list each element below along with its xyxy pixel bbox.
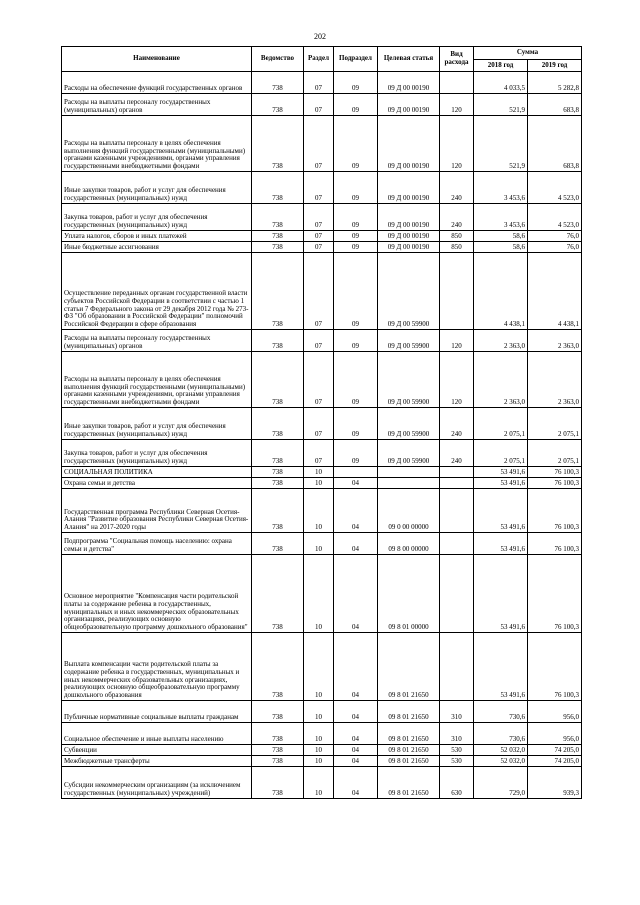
table-row <box>62 440 582 467</box>
row-name-cell: СОЦИАЛЬНАЯ ПОЛИТИКА <box>62 467 252 478</box>
col-header-2018: 2018 год <box>474 60 528 72</box>
row-sum-2018-cell: 2 363,0 <box>474 330 528 352</box>
row-name-cell: Уплата налогов, сборов и иных платежей <box>62 231 252 242</box>
row-target-cell: 09 8 01 21650 <box>378 633 440 701</box>
row-name-cell: Иные закупки товаров, работ и услуг для обеспечения государственных (муниципальных) нужд <box>62 408 252 440</box>
row-exp-type-cell <box>440 633 474 701</box>
row-name-cell: Социальное обеспечение и иные выплаты населению <box>62 723 252 745</box>
row-name-cell: Закупка товаров, работ и услуг для обеспечения государственных (муниципальных) нужд <box>62 204 252 231</box>
row-subsection-cell: 04 <box>334 633 378 701</box>
row-sum-2019-cell: 683,8 <box>528 116 582 172</box>
row-dept-cell: 738 <box>252 478 304 489</box>
row-name-cell: Публичные нормативные социальные выплаты гражданам <box>62 701 252 723</box>
row-subsection-cell: 09 <box>334 352 378 408</box>
row-section-cell: 07 <box>304 94 334 116</box>
budget-table <box>61 46 582 799</box>
row-name-cell: Основное мероприятие "Компенсация части родительской платы за содержание ребенка в государственных, муниципальных и иных некоммерческих образовательных организациях, реализующих основную общеобразовательную программу дошкольного образования" <box>62 555 252 633</box>
row-name-cell: Расходы на выплаты персоналу в целях обеспечения выполнения функций государственными (муниципальными) органами казенными учреждениями, органами управления государственными внебюджетными фондами <box>62 116 252 172</box>
row-target-cell <box>378 478 440 489</box>
row-sum-2018-cell: 2 075,1 <box>474 408 528 440</box>
col-header-sum: Сумма <box>474 47 582 60</box>
row-sum-2019-cell: 2 075,1 <box>528 408 582 440</box>
row-name-cell: Закупка товаров, работ и услуг для обеспечения государственных (муниципальных) нужд <box>62 440 252 467</box>
row-subsection-cell: 09 <box>334 204 378 231</box>
row-sum-2019-cell: 76,0 <box>528 242 582 253</box>
row-name-cell: Расходы на обеспечение функций государственных органов <box>62 72 252 94</box>
row-section-cell: 10 <box>304 756 334 767</box>
row-exp-type-cell <box>440 555 474 633</box>
row-name-cell: Расходы на выплаты персоналу в целях обеспечения выполнения функций государственными (муниципальными) органами казенными учреждениями, органами управления государственными внебюджетными фондами <box>62 352 252 408</box>
table-row <box>62 242 582 253</box>
row-name-cell: Иные бюджетные ассигнования <box>62 242 252 253</box>
row-name-cell: Межбюджетные трансферты <box>62 756 252 767</box>
col-header-name: Наименование <box>62 47 252 72</box>
row-exp-type-cell: 850 <box>440 242 474 253</box>
row-sum-2018-cell: 4 033,5 <box>474 72 528 94</box>
row-target-cell: 09 8 01 00000 <box>378 555 440 633</box>
row-sum-2019-cell: 76 100,3 <box>528 489 582 533</box>
row-dept-cell: 738 <box>252 467 304 478</box>
row-target-cell: 09 8 01 21650 <box>378 723 440 745</box>
table-row <box>62 756 582 767</box>
row-sum-2019-cell: 74 205,0 <box>528 745 582 756</box>
row-subsection-cell: 09 <box>334 116 378 172</box>
row-name-cell: Иные закупки товаров, работ и услуг для обеспечения государственных (муниципальных) нужд <box>62 172 252 204</box>
row-sum-2019-cell: 4 523,0 <box>528 204 582 231</box>
row-exp-type-cell: 120 <box>440 352 474 408</box>
row-exp-type-cell: 630 <box>440 767 474 799</box>
row-section-cell: 07 <box>304 352 334 408</box>
row-section-cell: 07 <box>304 440 334 467</box>
row-exp-type-cell: 120 <box>440 116 474 172</box>
row-name-cell: Подпрограмма "Социальная помощь населению: охрана семьи и детства" <box>62 533 252 555</box>
page-number: 202 <box>314 32 326 41</box>
row-exp-type-cell <box>440 72 474 94</box>
row-subsection-cell: 04 <box>334 767 378 799</box>
row-sum-2018-cell: 52 032,0 <box>474 745 528 756</box>
table-row <box>62 723 582 745</box>
row-dept-cell: 738 <box>252 72 304 94</box>
row-sum-2019-cell: 2 363,0 <box>528 352 582 408</box>
row-dept-cell: 738 <box>252 745 304 756</box>
row-sum-2019-cell: 939,3 <box>528 767 582 799</box>
row-target-cell: 09 8 01 21650 <box>378 767 440 799</box>
row-dept-cell: 738 <box>252 408 304 440</box>
row-sum-2019-cell: 76 100,3 <box>528 478 582 489</box>
row-subsection-cell: 09 <box>334 72 378 94</box>
row-subsection-cell: 04 <box>334 489 378 533</box>
row-name-cell: Субвенции <box>62 745 252 756</box>
row-subsection-cell: 04 <box>334 756 378 767</box>
row-section-cell: 07 <box>304 242 334 253</box>
row-dept-cell: 738 <box>252 489 304 533</box>
row-target-cell: 09 Д 00 59900 <box>378 408 440 440</box>
row-section-cell: 07 <box>304 253 334 330</box>
row-sum-2019-cell: 2 363,0 <box>528 330 582 352</box>
row-subsection-cell <box>334 467 378 478</box>
row-section-cell: 10 <box>304 723 334 745</box>
row-sum-2018-cell: 2 363,0 <box>474 352 528 408</box>
row-section-cell: 07 <box>304 116 334 172</box>
row-dept-cell: 738 <box>252 253 304 330</box>
row-target-cell: 09 Д 00 59900 <box>378 352 440 408</box>
row-target-cell <box>378 467 440 478</box>
row-sum-2018-cell: 730,6 <box>474 723 528 745</box>
row-exp-type-cell: 530 <box>440 756 474 767</box>
table-row <box>62 204 582 231</box>
row-subsection-cell: 09 <box>334 330 378 352</box>
table-row <box>62 231 582 242</box>
row-target-cell: 09 8 01 21650 <box>378 701 440 723</box>
row-dept-cell: 738 <box>252 352 304 408</box>
table-row <box>62 633 582 701</box>
row-exp-type-cell: 120 <box>440 330 474 352</box>
row-target-cell: 09 0 00 00000 <box>378 489 440 533</box>
table-row <box>62 533 582 555</box>
col-header-section: Раздел <box>304 47 334 72</box>
row-target-cell: 09 8 01 21650 <box>378 745 440 756</box>
row-section-cell: 07 <box>304 330 334 352</box>
row-subsection-cell: 09 <box>334 94 378 116</box>
row-name-cell: Охрана семьи и детства <box>62 478 252 489</box>
row-sum-2018-cell: 730,6 <box>474 701 528 723</box>
table-row <box>62 467 582 478</box>
row-dept-cell: 738 <box>252 94 304 116</box>
row-name-cell: Расходы на выплаты персоналу государственных (муниципальных) органов <box>62 330 252 352</box>
row-sum-2018-cell: 53 491,6 <box>474 467 528 478</box>
col-header-subsection: Подраздел <box>334 47 378 72</box>
row-sum-2018-cell: 53 491,6 <box>474 633 528 701</box>
row-dept-cell: 738 <box>252 633 304 701</box>
row-dept-cell: 738 <box>252 172 304 204</box>
row-dept-cell: 738 <box>252 701 304 723</box>
row-target-cell: 09 Д 00 00190 <box>378 72 440 94</box>
row-sum-2018-cell: 53 491,6 <box>474 489 528 533</box>
table-row <box>62 489 582 533</box>
row-sum-2019-cell: 956,0 <box>528 701 582 723</box>
row-sum-2018-cell: 53 491,6 <box>474 533 528 555</box>
row-target-cell: 09 Д 00 00190 <box>378 204 440 231</box>
row-dept-cell: 738 <box>252 555 304 633</box>
row-sum-2019-cell: 76 100,3 <box>528 533 582 555</box>
row-exp-type-cell: 240 <box>440 408 474 440</box>
table-row <box>62 352 582 408</box>
row-dept-cell: 738 <box>252 242 304 253</box>
row-sum-2018-cell: 53 491,6 <box>474 555 528 633</box>
row-sum-2019-cell: 76 100,3 <box>528 467 582 478</box>
row-target-cell: 09 8 01 21650 <box>378 756 440 767</box>
row-sum-2018-cell: 2 075,1 <box>474 440 528 467</box>
row-target-cell: 09 Д 00 59900 <box>378 330 440 352</box>
row-sum-2019-cell: 4 523,0 <box>528 172 582 204</box>
table-row <box>62 72 582 94</box>
row-target-cell: 09 Д 00 00190 <box>378 242 440 253</box>
row-name-cell: Расходы на выплаты персоналу государственных (муниципальных) органов <box>62 94 252 116</box>
table-row <box>62 767 582 799</box>
table-row <box>62 172 582 204</box>
row-section-cell: 07 <box>304 408 334 440</box>
table-row <box>62 94 582 116</box>
row-exp-type-cell <box>440 253 474 330</box>
row-section-cell: 10 <box>304 745 334 756</box>
row-dept-cell: 738 <box>252 756 304 767</box>
row-subsection-cell: 04 <box>334 701 378 723</box>
row-exp-type-cell <box>440 533 474 555</box>
row-sum-2018-cell: 58,6 <box>474 242 528 253</box>
table-row <box>62 253 582 330</box>
row-subsection-cell: 09 <box>334 172 378 204</box>
table-row <box>62 701 582 723</box>
row-subsection-cell: 04 <box>334 723 378 745</box>
row-sum-2019-cell: 4 438,1 <box>528 253 582 330</box>
row-subsection-cell: 09 <box>334 408 378 440</box>
row-target-cell: 09 Д 00 59900 <box>378 253 440 330</box>
row-exp-type-cell: 120 <box>440 94 474 116</box>
row-dept-cell: 738 <box>252 533 304 555</box>
row-sum-2018-cell: 53 491,6 <box>474 478 528 489</box>
row-sum-2019-cell: 2 075,1 <box>528 440 582 467</box>
row-subsection-cell: 04 <box>334 533 378 555</box>
row-subsection-cell: 04 <box>334 478 378 489</box>
row-sum-2019-cell: 76 100,3 <box>528 555 582 633</box>
row-sum-2019-cell: 956,0 <box>528 723 582 745</box>
col-header-target: Целевая статья <box>378 47 440 72</box>
row-subsection-cell: 09 <box>334 242 378 253</box>
row-target-cell: 09 Д 00 00190 <box>378 116 440 172</box>
row-dept-cell: 738 <box>252 204 304 231</box>
row-sum-2018-cell: 52 032,0 <box>474 756 528 767</box>
col-header-dept: Ведомство <box>252 47 304 72</box>
row-exp-type-cell: 850 <box>440 231 474 242</box>
row-sum-2018-cell: 521,9 <box>474 94 528 116</box>
row-target-cell: 09 Д 00 00190 <box>378 231 440 242</box>
row-exp-type-cell: 240 <box>440 440 474 467</box>
col-header-exp-type: Вид расхода <box>440 47 474 72</box>
row-section-cell: 10 <box>304 633 334 701</box>
row-section-cell: 07 <box>304 172 334 204</box>
row-exp-type-cell <box>440 489 474 533</box>
row-exp-type-cell: 310 <box>440 701 474 723</box>
row-sum-2018-cell: 58,6 <box>474 231 528 242</box>
table-row <box>62 330 582 352</box>
col-header-2019: 2019 год <box>528 60 582 72</box>
table-row <box>62 555 582 633</box>
row-section-cell: 10 <box>304 555 334 633</box>
row-sum-2018-cell: 3 453,6 <box>474 172 528 204</box>
row-dept-cell: 738 <box>252 440 304 467</box>
row-section-cell: 10 <box>304 767 334 799</box>
row-subsection-cell: 09 <box>334 231 378 242</box>
row-section-cell: 10 <box>304 533 334 555</box>
table-row <box>62 408 582 440</box>
row-exp-type-cell <box>440 467 474 478</box>
row-dept-cell: 738 <box>252 231 304 242</box>
row-sum-2018-cell: 3 453,6 <box>474 204 528 231</box>
row-subsection-cell: 09 <box>334 440 378 467</box>
row-section-cell: 07 <box>304 72 334 94</box>
row-sum-2019-cell: 74 205,0 <box>528 756 582 767</box>
row-target-cell: 09 Д 00 59900 <box>378 440 440 467</box>
row-dept-cell: 738 <box>252 723 304 745</box>
table-row <box>62 116 582 172</box>
row-dept-cell: 738 <box>252 330 304 352</box>
row-target-cell: 09 8 00 00000 <box>378 533 440 555</box>
row-subsection-cell: 09 <box>334 253 378 330</box>
table-row <box>62 478 582 489</box>
row-dept-cell: 738 <box>252 116 304 172</box>
row-section-cell: 10 <box>304 489 334 533</box>
row-dept-cell: 738 <box>252 767 304 799</box>
row-exp-type-cell: 240 <box>440 204 474 231</box>
row-sum-2018-cell: 729,0 <box>474 767 528 799</box>
row-section-cell: 10 <box>304 478 334 489</box>
row-section-cell: 07 <box>304 204 334 231</box>
row-exp-type-cell <box>440 478 474 489</box>
row-sum-2019-cell: 683,8 <box>528 94 582 116</box>
row-name-cell: Субсидии некоммерческим организациям (за исключением государственных (муниципальных) учреждений) <box>62 767 252 799</box>
row-exp-type-cell: 240 <box>440 172 474 204</box>
table-header <box>62 47 582 72</box>
row-section-cell: 07 <box>304 231 334 242</box>
row-target-cell: 09 Д 00 00190 <box>378 172 440 204</box>
table-body <box>62 72 582 799</box>
row-exp-type-cell: 530 <box>440 745 474 756</box>
row-subsection-cell: 04 <box>334 745 378 756</box>
row-name-cell: Государственная программа Республики Северная Осетия-Алания "Развитие образования Республики Северная Осетия-Алания" на 2017-2020 годы <box>62 489 252 533</box>
table-row <box>62 745 582 756</box>
row-exp-type-cell: 310 <box>440 723 474 745</box>
row-name-cell: Выплата компенсации части родительской платы за содержание ребенка в государственных, муниципальных и иных некоммерческих образовательных организациях, реализующих основную общеобразовательную программу дошкольного образования <box>62 633 252 701</box>
row-name-cell: Осуществление переданных органам государственной власти субъектов Российской Федерации в соответствии с частью 1 статьи 7 Федерального закона от 29 декабря 2012 года № 273-ФЗ "Об образовании в Российской Федерации" полномочий Российской Федерации в сфере образования <box>62 253 252 330</box>
row-section-cell: 10 <box>304 701 334 723</box>
row-section-cell: 10 <box>304 467 334 478</box>
row-target-cell: 09 Д 00 00190 <box>378 94 440 116</box>
row-sum-2019-cell: 76 100,3 <box>528 633 582 701</box>
row-sum-2019-cell: 5 282,8 <box>528 72 582 94</box>
row-sum-2019-cell: 76,0 <box>528 231 582 242</box>
row-sum-2018-cell: 521,9 <box>474 116 528 172</box>
row-subsection-cell: 04 <box>334 555 378 633</box>
row-sum-2018-cell: 4 438,1 <box>474 253 528 330</box>
